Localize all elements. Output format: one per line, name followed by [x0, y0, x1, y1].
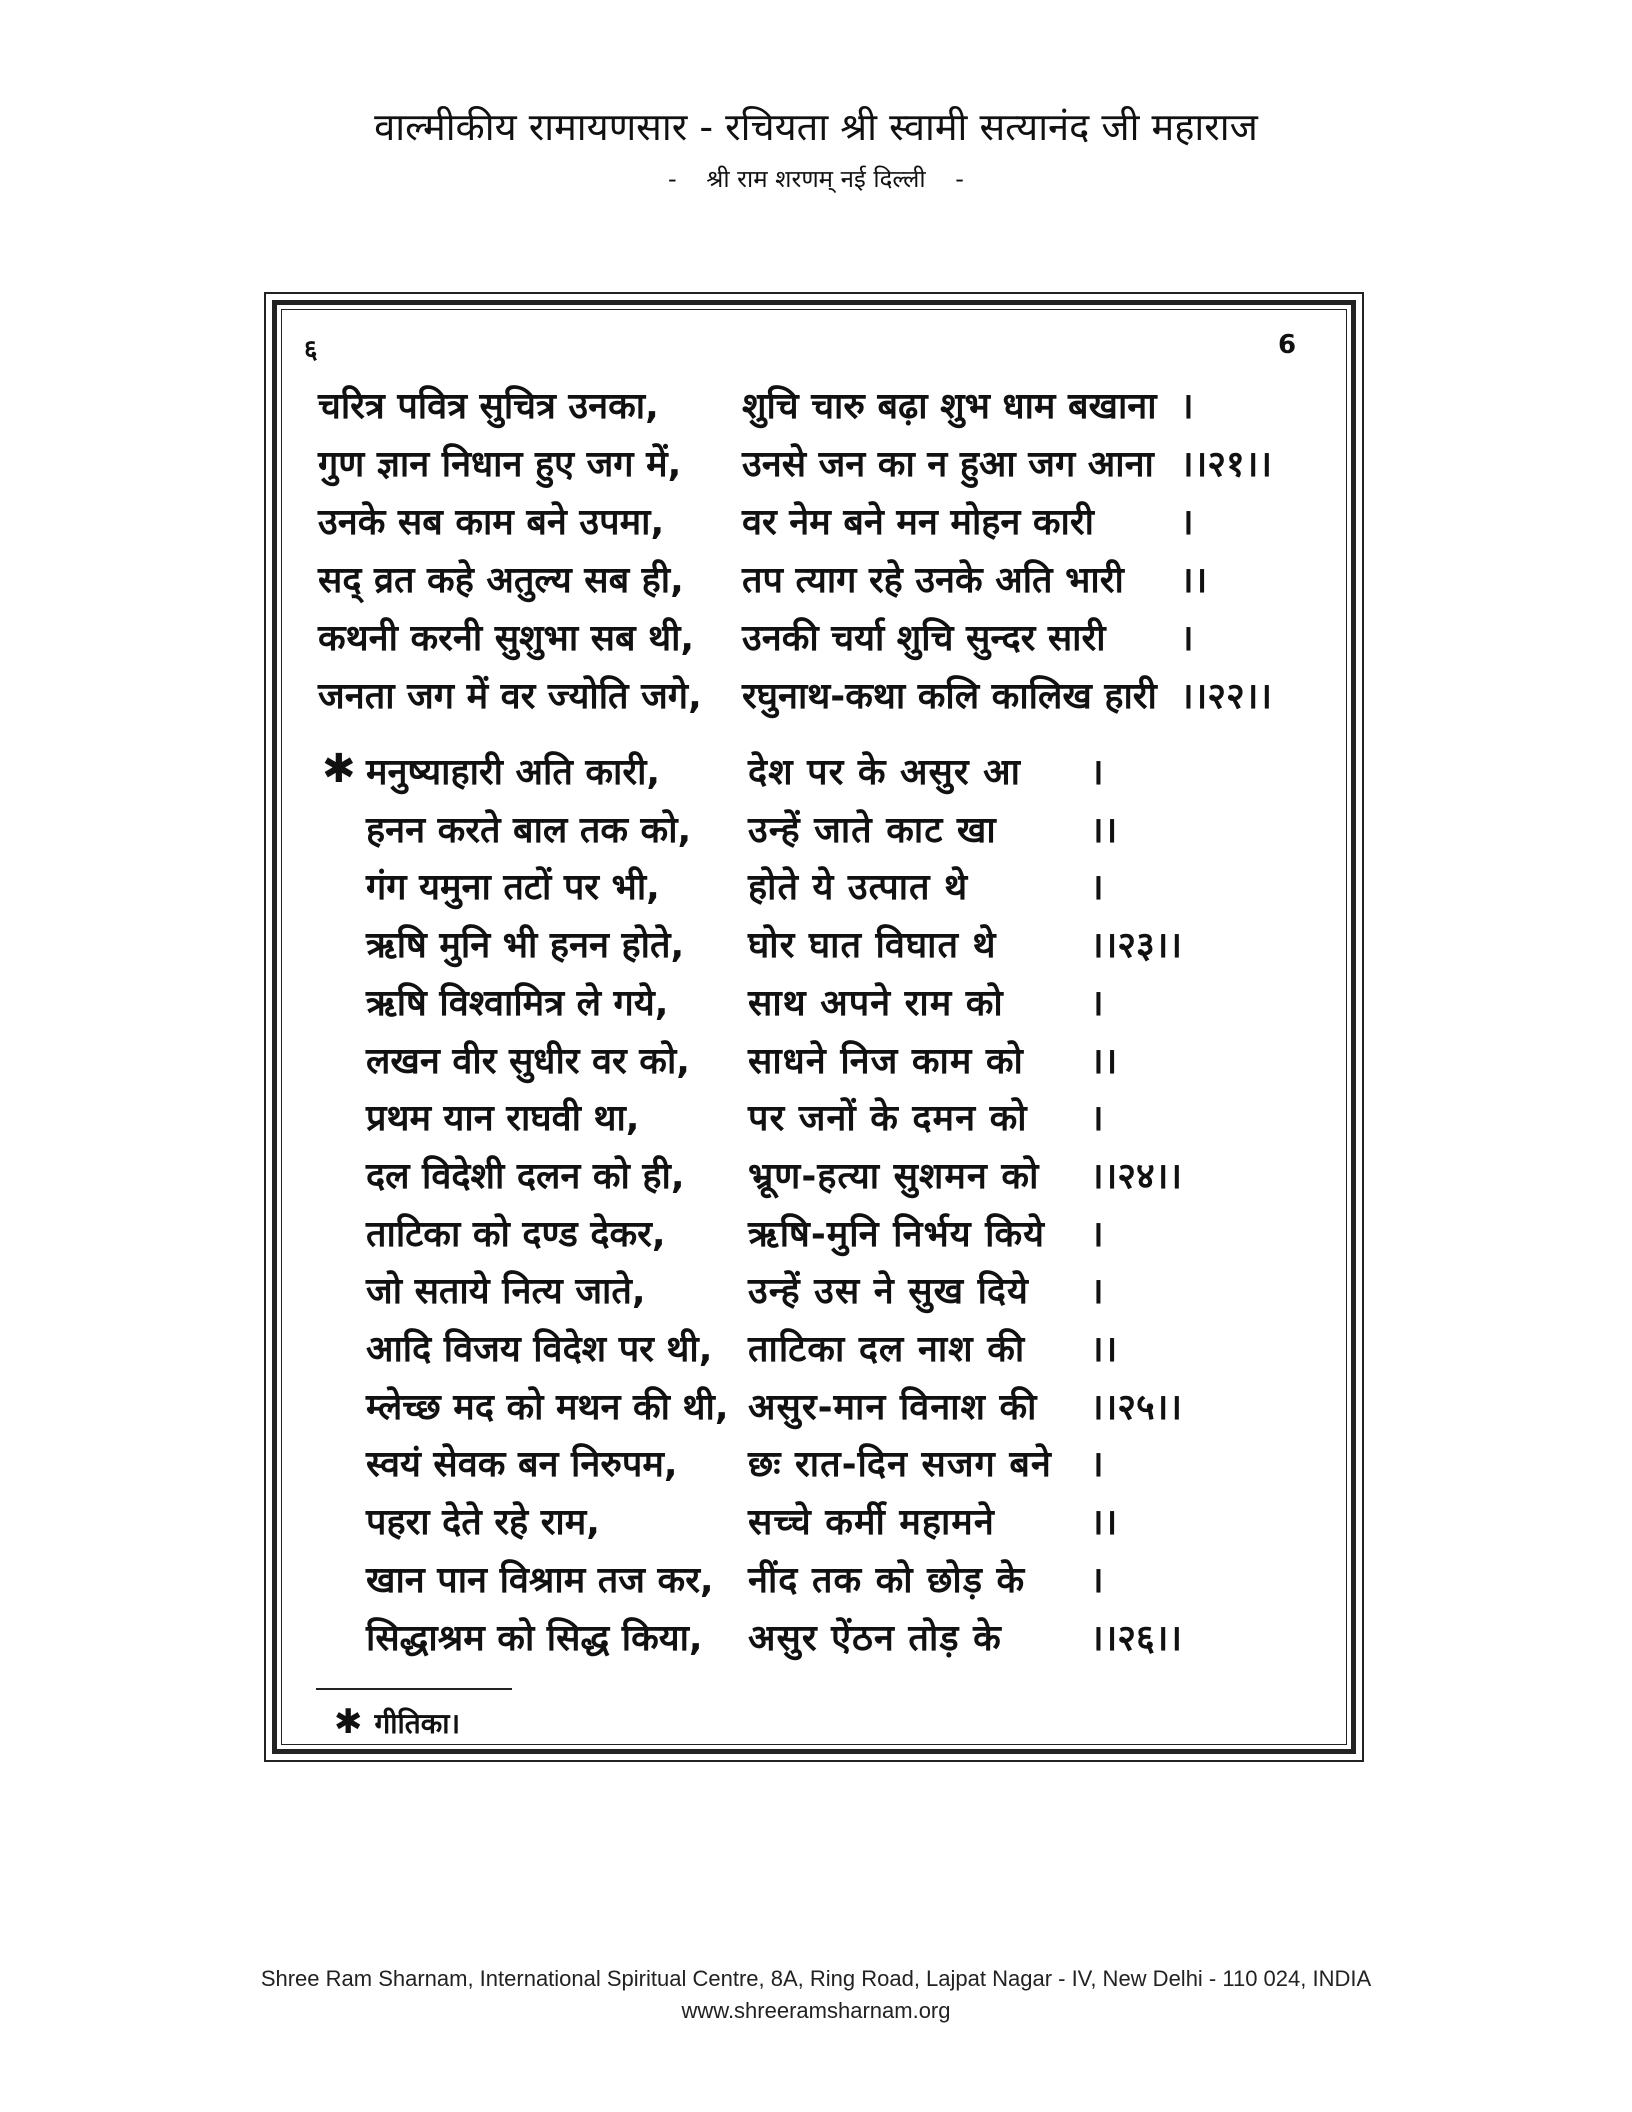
subtitle-text: श्री राम शरणम् नई दिल्ली — [706, 165, 926, 193]
verse-mark: । — [1090, 752, 1104, 793]
footnote-star-icon: ✱ — [334, 1702, 363, 1742]
verse-line — [0, 1265, 1632, 1323]
verse-left-half: कथनी करनी सुशुभा सब थी, — [318, 618, 695, 659]
verse-left-half: पहरा देते रहे राम, — [366, 1502, 600, 1544]
subtitle-dash-right: - — [955, 165, 964, 193]
asterisk-icon: ✱ — [322, 746, 356, 792]
verse-left-half: दल विदेशी दलन को ही, — [366, 1155, 685, 1197]
verse-left-half: उनके सब काम बने उपमा, — [318, 502, 665, 543]
footnote-rule — [316, 1688, 512, 1690]
verse-line — [0, 438, 1632, 496]
verse-right-half: तप त्याग रहे उनके अति भारी — [742, 560, 1124, 601]
verse-mark: ।। — [1090, 809, 1118, 851]
verse-right-half: साधने निज काम को — [748, 1040, 1024, 1082]
verse-line — [0, 804, 1632, 862]
verse-line — [0, 977, 1632, 1035]
verse-line — [0, 1612, 1632, 1670]
verse-line — [0, 861, 1632, 919]
verse-mark: ।।२३।। — [1090, 925, 1183, 967]
verse-left-half: जो सताये नित्य जाते, — [366, 1271, 646, 1313]
verse-right-half: सच्चे कर्मी महामने — [748, 1502, 995, 1544]
verse-line — [0, 1208, 1632, 1266]
verse-left-half: सद् व्रत कहे अतुल्य सब ही, — [318, 560, 684, 601]
verse-mark: । — [1090, 1271, 1104, 1313]
verse-mark: । — [1090, 1213, 1104, 1255]
verse-mark: ।। — [1090, 1329, 1118, 1370]
verse-line — [0, 554, 1632, 612]
verse-right-half: उन्हें जाते काट खा — [748, 809, 997, 851]
verse-mark: ।। — [1090, 1502, 1118, 1544]
page-header-subtitle — [0, 162, 1632, 195]
verse-mark: । — [1090, 982, 1104, 1024]
verse-left-half: म्लेच्छ मद को मथन की थी, — [366, 1386, 729, 1428]
verse-line — [0, 496, 1632, 554]
verse-right-half: घोर घात विघात थे — [748, 925, 997, 967]
verse-mark: ।। — [1180, 560, 1208, 601]
verse-line — [0, 1554, 1632, 1612]
verse-right-half: भ्रूण-हत्या सुशमन को — [748, 1155, 1040, 1197]
verse-right-half: वर नेम बने मन मोहन कारी — [742, 502, 1094, 543]
subtitle-dash-left: - — [668, 165, 677, 193]
verse-mark: । — [1180, 386, 1194, 427]
verse-right-half: उनकी चर्या शुचि सुन्दर सारी — [742, 618, 1106, 659]
verse-line — [0, 612, 1632, 670]
footnote — [334, 1702, 460, 1742]
verse-right-half: पर जनों के दमन को — [748, 1098, 1028, 1140]
verse-mark: । — [1090, 1444, 1104, 1486]
verse-mark: ।।२६।। — [1090, 1617, 1183, 1659]
verse-mark: ।।२२।। — [1180, 676, 1273, 717]
verse-right-half: रघुनाथ-कथा कलि कालिख हारी — [742, 676, 1157, 717]
verse-right-half: देश पर के असुर आ — [748, 752, 1021, 793]
verse-left-half: गंग यमुना तटों पर भी, — [366, 867, 660, 909]
verse-right-half: साथ अपने राम को — [748, 982, 1004, 1024]
verse-line — [0, 746, 1632, 804]
verse-left-half: लखन वीर सुधीर वर को, — [366, 1040, 690, 1082]
verse-line — [0, 1323, 1632, 1381]
verse-right-half: छः रात-दिन सजग बने — [748, 1444, 1052, 1486]
verse-line — [0, 670, 1632, 728]
verse-left-half: गुण ज्ञान निधान हुए जग में, — [318, 444, 682, 485]
verse-line — [0, 1381, 1632, 1439]
verse-mark: । — [1180, 618, 1194, 659]
verse-mark: । — [1090, 867, 1104, 909]
verse-left-half: ऋषि मुनि भी हनन होते, — [366, 925, 685, 967]
verse-line — [0, 919, 1632, 977]
verse-right-half: उन्हें उस ने सुख दिये — [748, 1271, 1029, 1313]
verse-left-half: ऋषि विश्वामित्र ले गये, — [366, 982, 669, 1024]
verse-right-half: ताटिका दल नाश की — [748, 1329, 1026, 1370]
verse-right-half: ऋषि-मुनि निर्भय किये — [748, 1213, 1046, 1255]
verse-right-half: असुर ऐंठन तोड़ के — [748, 1617, 1002, 1659]
verse-left-half: चरित्र पवित्र सुचित्र उनका, — [318, 386, 659, 427]
page-number-hindi: ६ — [304, 335, 318, 365]
page-header-title: वाल्मीकीय रामायणसार - रचियता श्री स्वामी सत्यानंद जी महाराज — [374, 105, 1258, 149]
verse-line — [0, 1496, 1632, 1554]
verse-left-half: खान पान विश्राम तज कर, — [366, 1559, 714, 1601]
verse-line — [0, 380, 1632, 438]
verse-mark: ।।२५।। — [1090, 1386, 1183, 1428]
verse-mark: ।।२१।। — [1180, 444, 1273, 485]
verse-left-half: आदि विजय विदेश पर थी, — [366, 1329, 713, 1370]
verse-line — [0, 1035, 1632, 1093]
verse-line — [0, 1438, 1632, 1496]
verse-line — [0, 1150, 1632, 1208]
verse-mark: । — [1090, 1559, 1104, 1601]
verse-right-half: होते ये उत्पात थे — [748, 867, 969, 909]
verse-left-half: प्रथम यान राघवी था, — [366, 1098, 640, 1140]
verse-left-half: ताटिका को दण्ड देकर, — [366, 1213, 666, 1255]
verse-line — [0, 1092, 1632, 1150]
verse-left-half: सिद्धाश्रम को सिद्ध किया, — [366, 1617, 703, 1659]
footer-website: www.shreeramsharnam.org — [681, 1998, 951, 2023]
footer-address: Shree Ram Sharnam, International Spiritual Centre, 8A, Ring Road, Lajpat Nagar - IV, New Delhi - 110 024, INDIA — [260, 1966, 1372, 1991]
footnote-text: गीतिका। — [374, 1707, 461, 1740]
verse-left-half: मनुष्याहारी अति कारी, — [366, 752, 661, 793]
verse-left-half: जनता जग में वर ज्योति जगे, — [318, 676, 702, 717]
verse-left-half: हनन करते बाल तक को, — [366, 809, 692, 851]
verse-right-half: शुचि चारु बढ़ा शुभ धाम बखाना — [742, 386, 1157, 427]
page-number-arabic: 6 — [1278, 330, 1297, 360]
verse-right-half: नींद तक को छोड़ के — [748, 1559, 1026, 1601]
verse-mark: । — [1090, 1098, 1104, 1140]
verse-right-half: असुर-मान विनाश की — [748, 1386, 1038, 1428]
verse-mark: ।।२४।। — [1090, 1155, 1183, 1197]
verse-mark: ।। — [1090, 1040, 1118, 1082]
verse-mark: । — [1180, 502, 1194, 543]
verse-left-half: स्वयं सेवक बन निरुपम, — [366, 1444, 678, 1486]
verse-right-half: उनसे जन का न हुआ जग आना — [742, 444, 1154, 485]
